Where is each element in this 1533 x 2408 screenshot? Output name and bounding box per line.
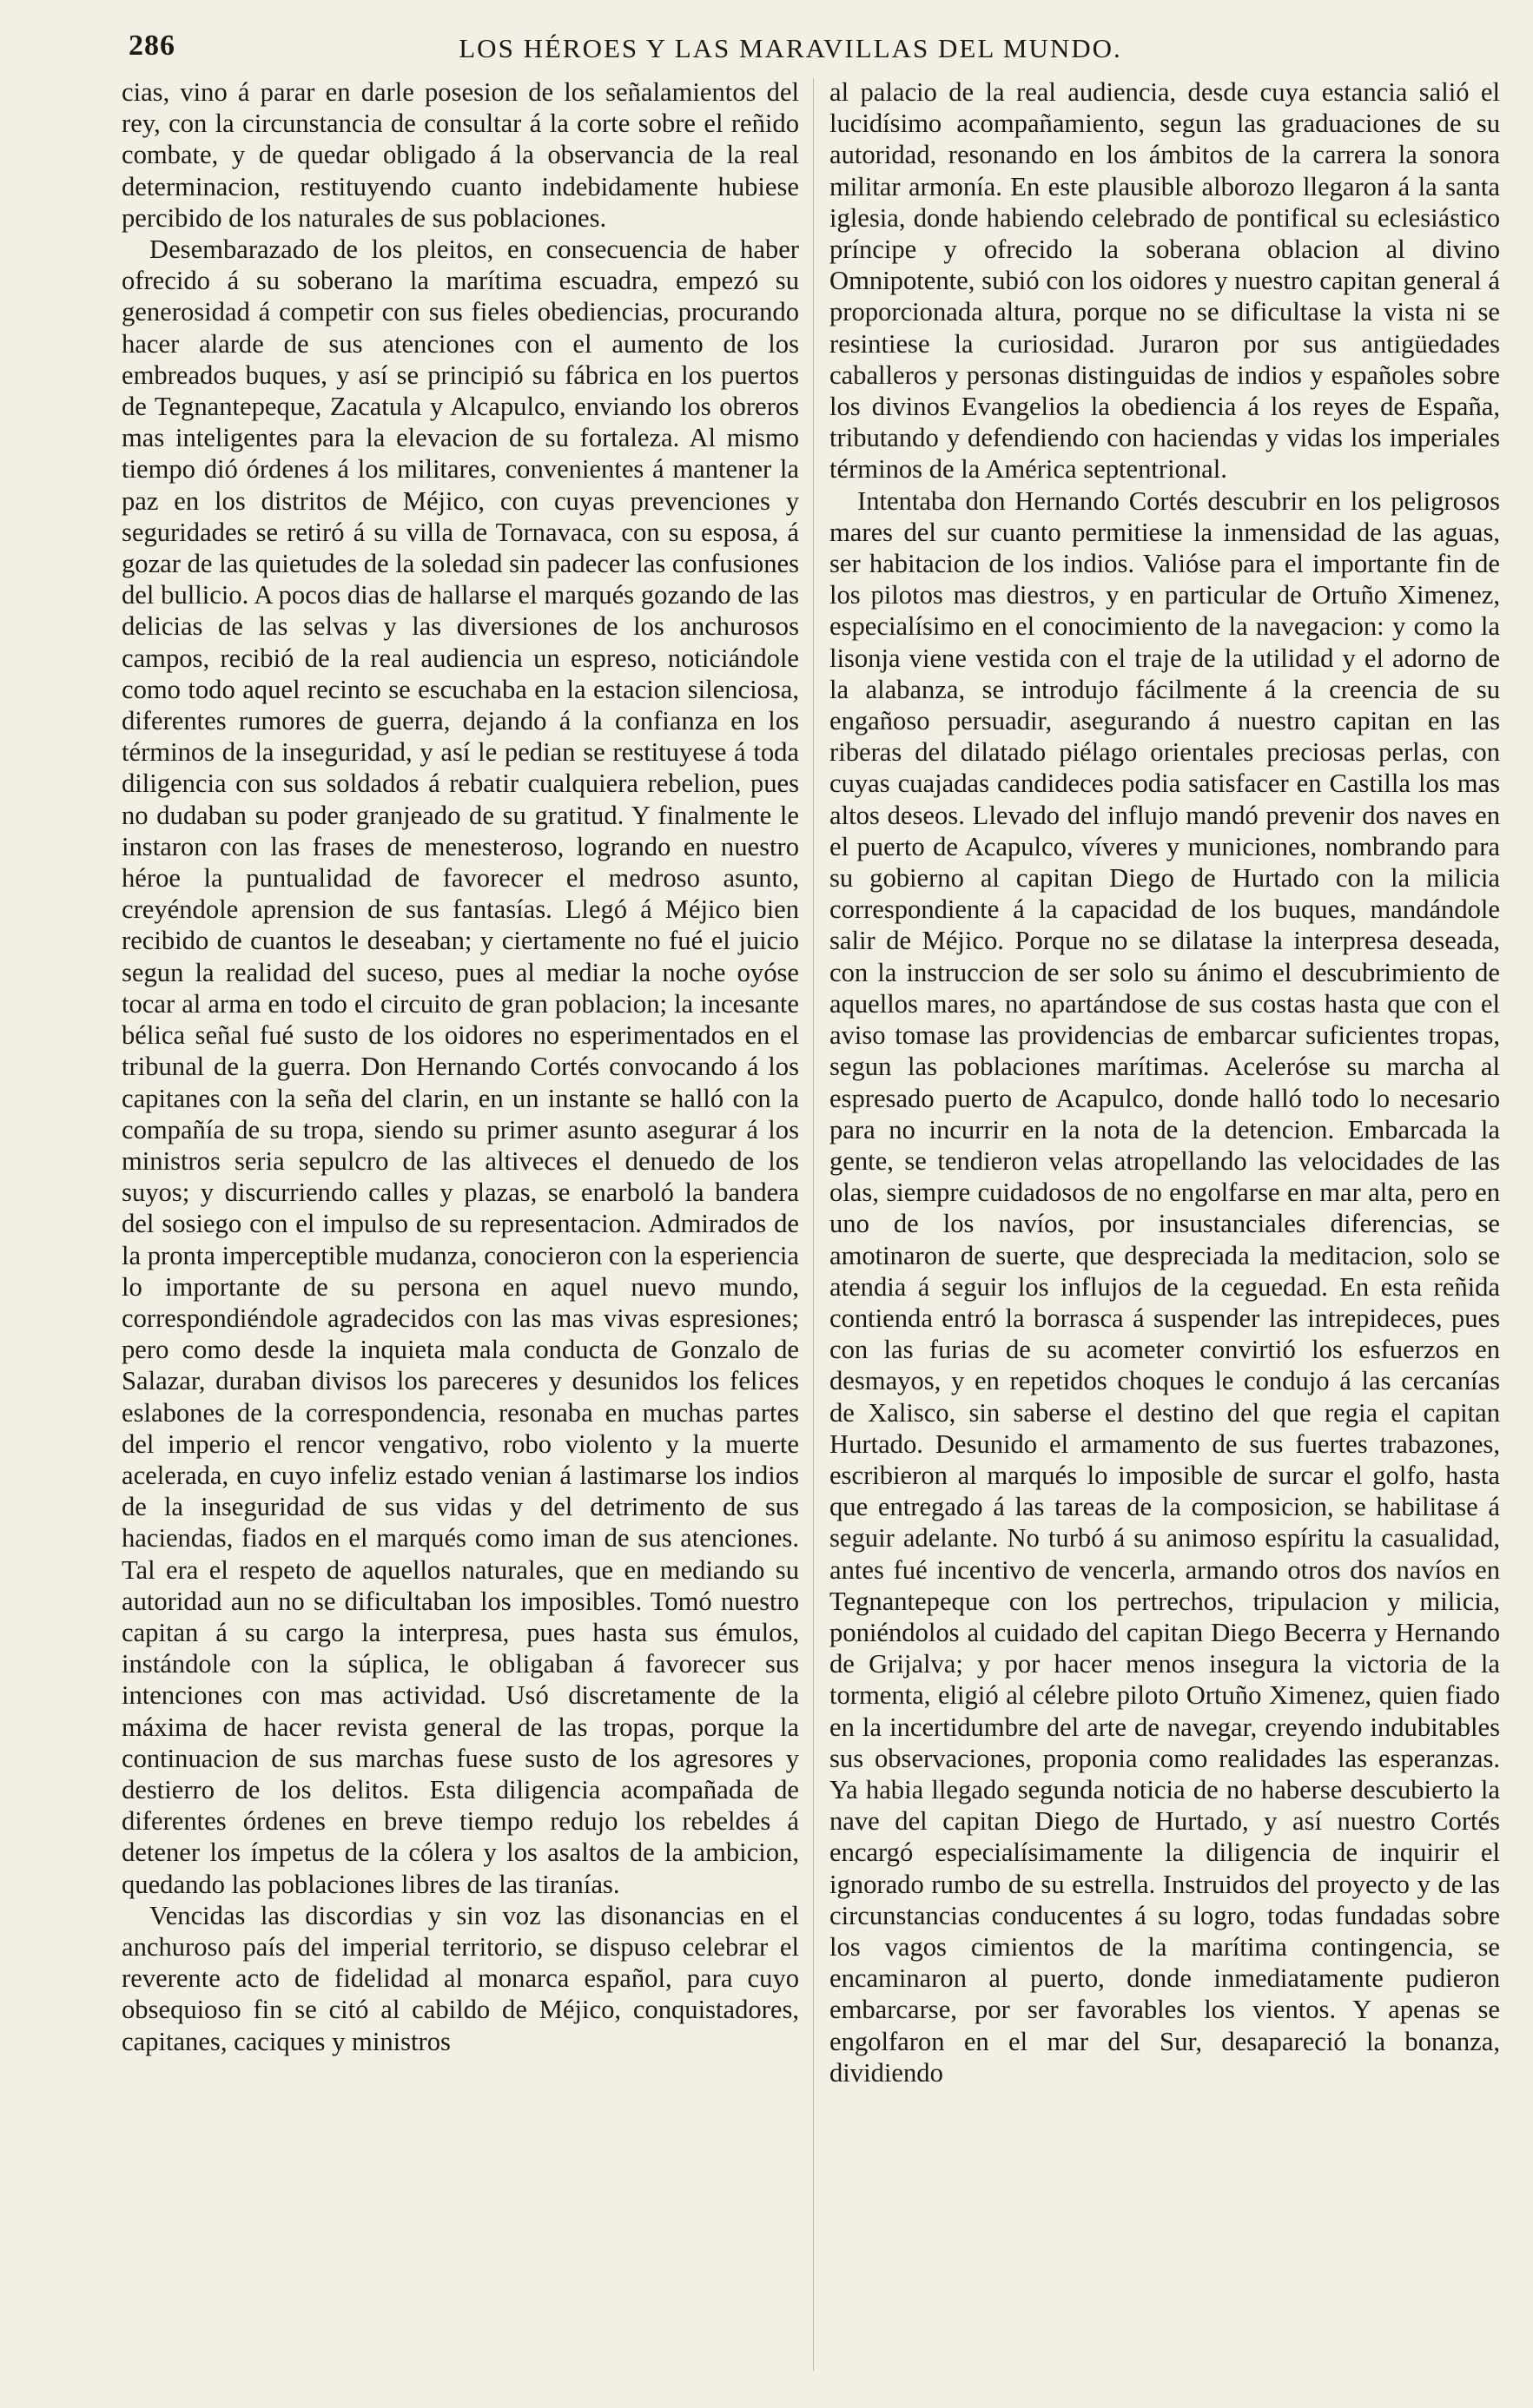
column-divider bbox=[813, 78, 814, 2371]
left-paragraph-2: Desembarazado de los pleitos, en consecuencia de haber ofrecido á su soberano la marítima escuadra, empezó su generosidad á competir con sus fieles obediencias, procurando hacer alarde de sus atenciones con el aumento de los embreados buques, y así se principió su fábrica en los puertos de Tegnantepeque, Zacatula y Alcapulco, enviando los obreros mas inteligentes para la elevacion de su fortaleza. Al mismo tiempo dió órdenes á los militares, convenientes á mantener la paz en los distritos de Méjico, con cuyas prevenciones y seguridades se retiró á su villa de Tornavaca, con su esposa, á gozar de las quietudes de la soledad sin padecer las confusiones del bullicio. A pocos dias de hallarse el marqués gozando de las delicias de las selvas y las diversiones de los anchurosos campos, recibió de la real audiencia un espreso, noticiándole como todo aquel recinto se escuchaba en la estacion silenciosa, diferentes rumores de guerra, dejando á la confianza en los términos de la inseguridad, y así le pedian se restituyese á toda diligencia con sus soldados á rebatir cualquiera rebelion, pues no dudaban su poder granjeado de su gratitud. Y finalmente le instaron con las frases de menesteroso, logrando en nuestro héroe la puntualidad de favorecer el medroso asunto, creyéndole aprension de sus fantasías. Llegó á Méjico bien recibido de cuantos le deseaban; y ciertamente no fué el juicio segun la realidad del suceso, pues al mediar la noche oyóse tocar al arma en todo el circuito de gran poblacion; la incesante bélica señal fué susto de los oidores no esperimentados en el tribunal de la guerra. Don Hernando Cortés convocando á los capitanes con la seña del clarin, en un instante se halló con la compañía de su tropa, siendo su primer asunto asegurar á los ministros seria sepulcro de las altiveces el denuedo de los suyos; y discurriendo calles y plazas, se enarboló la bandera del sosiego con el impulso de su representacion. Admirados de la pronta imperceptible mudanza, conocieron con la esperiencia lo importante de su persona en aquel nuevo mundo, correspondiéndole agradecidos con las mas vivas espresiones; pero como desde la inquieta mala conducta de Gonzalo de Salazar, duraban divisos los pareceres y desunidos los felices eslabones de la correspondencia, resonaba en muchas partes del imperio el rencor vengativo, robo violento y la muerte acelerada, en cuyo infeliz estado venian á lastimarse los indios de la inseguridad de sus vidas y del detrimento de sus haciendas, fiados en el marqués como iman de sus atenciones. Tal era el respeto de aquellos naturales, que en mediando su autoridad aun no se dificultaban los imposibles. Tomó nuestro capitan á su cargo la interpresa, pues hasta sus émulos, instándole con la súplica, le obligaban á favorecer sus intenciones con mas actividad. Usó discretamente de la máxima de hacer revista general de las tropas, porque la continuacion de sus marchas fuese susto de los agresores y destierro de los delitos. Esta diligencia acompañada de diferentes órdenes en breve tiempo redujo los rebeldes á detener los ímpetus de la cólera y los asaltos de la ambicion, quedando las poblaciones libres de las tiranías. bbox=[122, 234, 799, 1899]
right-paragraph-2: Intentaba don Hernando Cortés descubrir en los peligrosos mares del sur cuanto permitiese la inmensidad de las aguas, ser habitacion de los indios. Valióse para el importante fin de los pilotos mas diestros, y en particular de Ortuño Ximenez, especialísimo en el conocimiento de la navegacion: y como la lisonja viene vestida con el traje de la utilidad y el adorno de la alabanza, se introdujo fácilmente á la creencia de su engañoso persuadir, asegurando á nuestro capitan en las riberas del dilatado piélago orientales preciosas perlas, con cuyas cuajadas candideces podia satisfacer en Castilla los mas altos deseos. Llevado del influjo mandó prevenir dos naves en el puerto de Acapulco, víveres y municiones, nombrando para su gobierno al capitan Diego de Hurtado con la milicia correspondiente á la capacidad de los buques, mandándole salir de Méjico. Porque no se dilatase la interpresa deseada, con la instruccion de ser solo su ánimo el descubrimiento de aquellos mares, no apartándose de sus costas hasta que con el aviso tomase las providencias de embarcar suficientes tropas, segun las poblaciones marítimas. Aceleróse su marcha al espresado puerto de Acapulco, donde halló todo lo necesario para no incurrir en la nota de la detencion. Embarcada la gente, se tendieron velas atropellando las velocidades de las olas, siempre cuidadosos de no engolfarse en mar alta, pero en uno de los navíos, por insustanciales diferencias, se amotinaron de suerte, que despreciada la meditacion, solo se atendia á seguir los influjos de la ceguedad. En esta reñida contienda entró la borrasca á suspender las intrepideces, pues con las furias de su acometer convirtió los esfuerzos en desmayos, y en repetidos choques le condujo á las cercanías de Xalisco, sin saberse el destino del que regia el capitan Hurtado. Desunido el armamento de sus fuertes trabazones, escribieron al marqués lo imposible de surcar el golfo, hasta que entregado á las tareas de la composicion, se habilitase á seguir adelante. No turbó á su animoso espíritu la casualidad, antes fué incentivo de vencerla, armando otros dos navíos en Tegnantepeque con los pertrechos, tripulacion y milicia, poniéndolos al cuidado del capitan Diego Becerra y Hernando de Grijalva; y por hacer menos insegura la victoria de la tormenta, eligió al célebre piloto Ortuño Ximenez, quien fiado en la incertidumbre del arte de navegar, creyendo indubitables sus observaciones, proponia como realidades las esperanzas. Ya habia llegado segunda noticia de no haberse descubierto la nave del capitan Diego de Hurtado, y así nuestro Cortés encargó especialísimamente la diligencia de inquirir el ignorado rumbo de su estrella. Instruidos del proyecto y de las circunstancias conducentes á su logro, todas fundadas sobre los vagos cimientos de la marítima contingencia, se encaminaron al puerto, donde inmediatamente pudieron embarcarse, por ser favorables los vientos. Y apenas se engolfaron en el mar del Sur, desapareció la bonanza, dividiendo bbox=[829, 485, 1500, 2088]
page-number: 286 bbox=[129, 30, 175, 62]
page-header bbox=[122, 30, 1459, 75]
right-column bbox=[829, 76, 1500, 2369]
running-title: LOS HÉROES Y LAS MARAVILLAS DEL MUNDO. bbox=[459, 33, 1122, 63]
left-column bbox=[122, 76, 799, 2369]
right-paragraph-1: al palacio de la real audiencia, desde cuya estancia salió el lucidísimo acompañamiento, segun las graduaciones de su autoridad, resonando en los ámbitos de la carrera la sonora militar armonía. En este plausible alborozo llegaron á la santa iglesia, donde habiendo celebrado de pontifical su eclesiástico príncipe y ofrecido la soberana oblacion al divino Omnipotente, subió con los oidores y nuestro capitan general á proporcionada altura, porque no se dificultase la vista ni se resintiese la curiosidad. Juraron por sus antigüedades caballeros y personas distinguidas de indios y españoles sobre los divinos Evangelios la obediencia á los reyes de España, tributando y defendiendo con haciendas y vidas los imperiales términos de la América septentrional. bbox=[829, 77, 1500, 485]
left-paragraph-3: Vencidas las discordias y sin voz las disonancias en el anchuroso país del imperial territorio, se dispuso celebrar el reverente acto de fidelidad al monarca español, para cuyo obsequioso fin se citó al cabildo de Méjico, conquistadores, capitanes, caciques y ministros bbox=[122, 1900, 799, 2056]
left-paragraph-1: cias, vino á parar en darle posesion de los señalamientos del rey, con la circunstancia de consultar á la corte sobre el reñido combate, y de quedar obligado á la observancia de la real determinacion, restituyendo cuanto indebidamente hubiese percibido de los naturales de sus poblaciones. bbox=[122, 77, 799, 233]
